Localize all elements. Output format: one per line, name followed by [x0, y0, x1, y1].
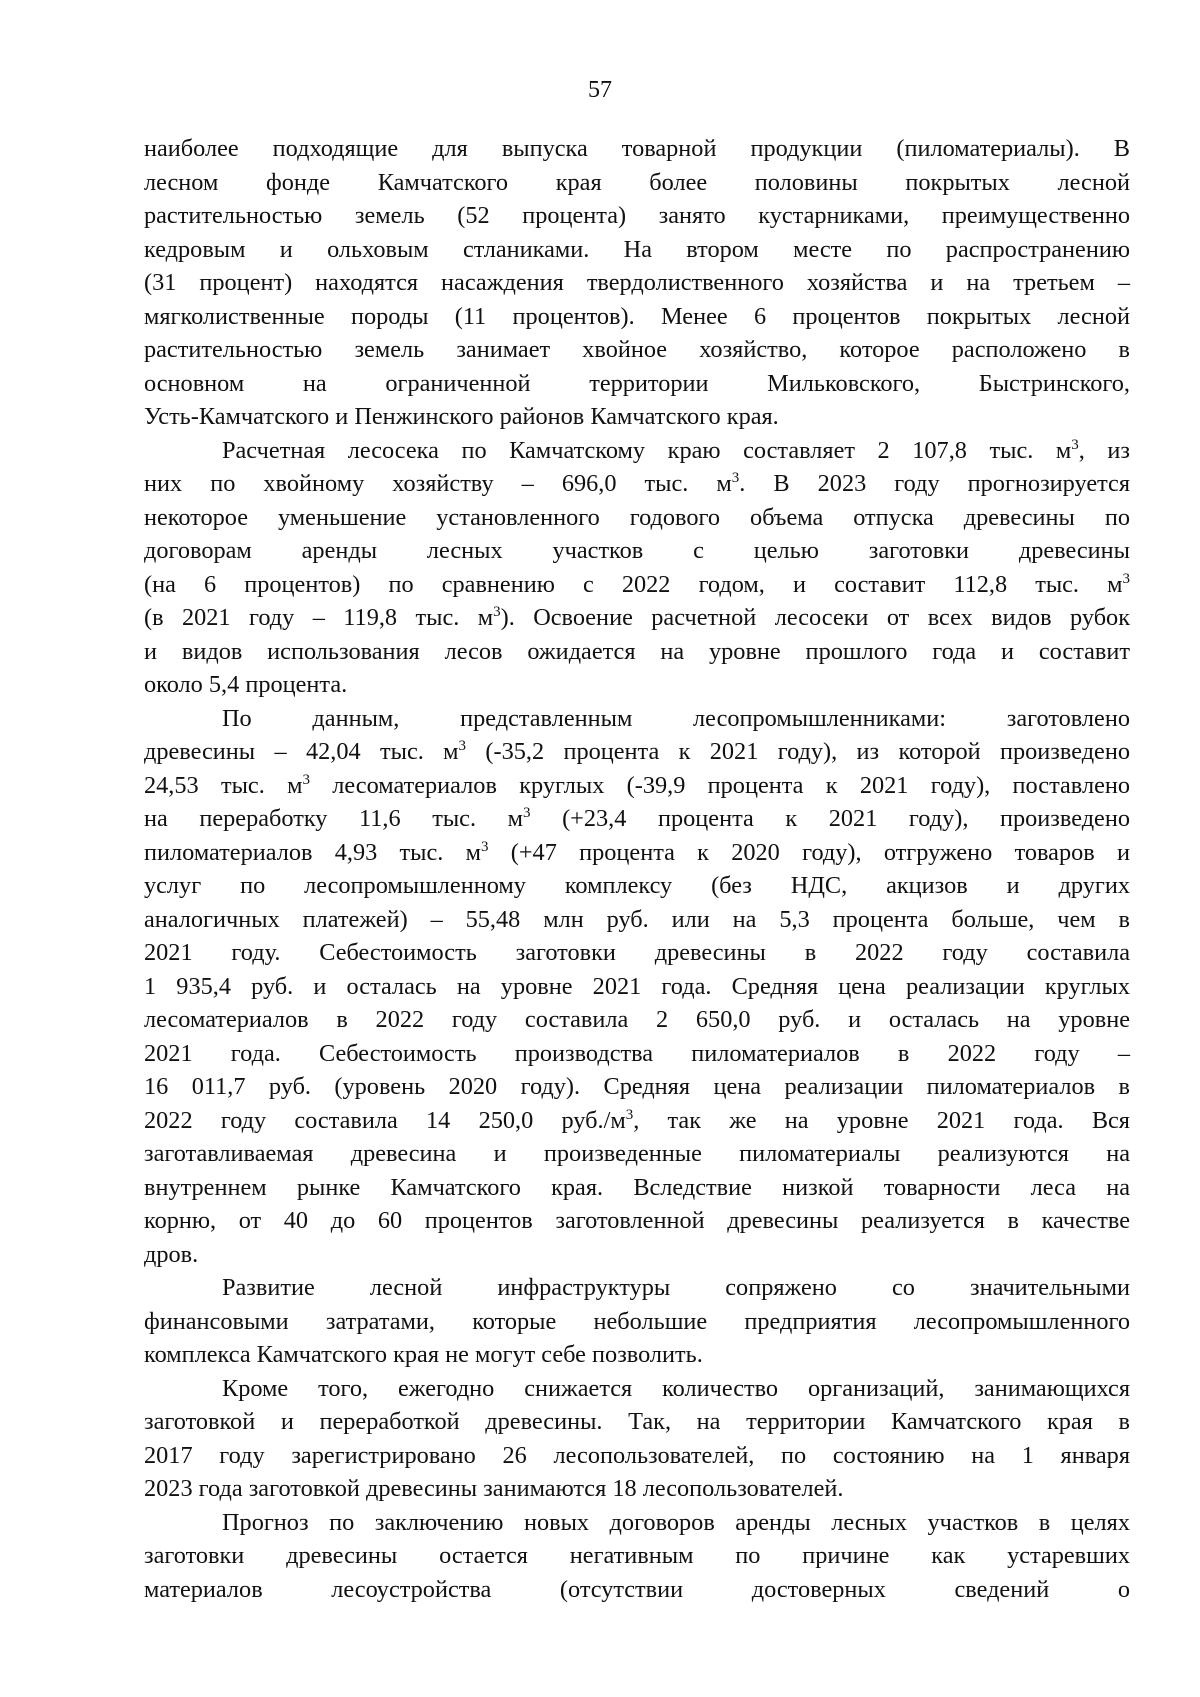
text-line: пиломатериалов 4,93 тыс. $м^3$ (+47 процента к 2020 году), отгружено товаров и — [144, 838, 1130, 866]
text-line: 24,53 тыс. $м^3$ лесоматериалов круглых (-39,9 процента к 2021 году), поставлено — [144, 771, 1131, 799]
body-text — [144, 132, 1130, 1606]
text-line: Усть-Камчатского и Пенжинского районов Камчатского края. — [144, 403, 779, 430]
superscript: 3 — [302, 771, 310, 788]
text-line: около 5,4 процента. — [144, 671, 348, 698]
superscript: 3 — [1122, 570, 1130, 587]
text-line: лесном фонде Камчатского края более половины покрытых лесной — [144, 168, 1130, 196]
text-line: внутреннем рынке Камчатского края. Вследствие низкой товарности леса на — [144, 1173, 1130, 1201]
text-line: древесины – 42,04 тыс. $м^3$ (-35,2 процента к 2021 году), из которой произведено — [144, 738, 1130, 765]
text-line: корню, от 40 до 60 процентов заготовленной древесины реализуется в качестве — [144, 1207, 1130, 1234]
page-number: 57 — [588, 77, 612, 103]
text-line: договорам аренды лесных участков с целью заготовки древесины — [144, 537, 1130, 564]
text-line: них по хвойному хозяйству – 696,0 тыс. $м^3$. В 2023 году прогнозируется — [144, 470, 1130, 497]
superscript: 3 — [493, 604, 501, 620]
text-line: (в 2021 году – 119,8 тыс. $м^3$). Освоение расчетной лесосеки от всех видов рубок — [144, 604, 1131, 631]
text-line: мягколиственные породы (11 процентов). Менее 6 процентов покрытых лесной — [144, 302, 1130, 330]
text-line: 16 011,7 руб. (уровень 2020 году). Средняя цена реализации пиломатериалов в — [144, 1073, 1130, 1100]
text-line: наиболее подходящие для выпуска товарной продукции (пиломатериалы). В — [144, 135, 1130, 162]
text-line: кедровым и ольховым стланиками. На втором месте по распространению — [144, 235, 1130, 263]
text-line: материалов лесоустройства (отсутствии достоверных сведений о — [144, 1575, 1130, 1603]
text-line: 1 935,4 руб. и осталась на уровне 2021 года. Средняя цена реализации круглых — [144, 972, 1130, 1000]
text-line: и видов использования лесов ожидается на уровне прошлого года и составит — [144, 637, 1130, 665]
text-line: комплекса Камчатского края не могут себе позволить. — [144, 1341, 703, 1368]
text-line: 2023 года заготовкой древесины занимаются 18 лесопользователей. — [144, 1475, 844, 1502]
text-line: заготовкой и переработкой древесины. Так, на территории Камчатского края в — [144, 1408, 1130, 1435]
superscript: 3 — [1071, 436, 1079, 453]
superscript: 3 — [523, 805, 531, 821]
superscript: 3 — [625, 1106, 634, 1123]
text-line: 2017 году зарегистрировано 26 лесопользователей, по состоянию на 1 января — [144, 1441, 1130, 1469]
text-line: некоторое уменьшение установленного годового объема отпуска древесины по — [144, 503, 1130, 531]
text-line: (31 процент) находятся насаждения твердолиственного хозяйства и на третьем – — [144, 269, 1130, 296]
text-line: заготавливаемая древесина и произведенные пиломатериалы реализуются на — [144, 1140, 1130, 1167]
text-line: Расчетная лесосека по Камчатскому краю составляет 2 107,8 тыс. $м^3$, из — [222, 436, 1130, 464]
superscript: 3 — [480, 838, 489, 855]
text-line: 2021 году. Себестоимость заготовки древесины в 2022 году составила — [144, 939, 1130, 966]
text-line: основном на ограниченной территории Мильковского, Быстринского, — [144, 369, 1130, 397]
text-line: 2021 года. Себестоимость производства пиломатериалов в 2022 году – — [144, 1039, 1130, 1067]
text-line: 2022 году составила 14 250,0 $руб./м^3$, так же на уровне 2021 года. Вся — [144, 1106, 1130, 1134]
text-line: По данным, представленным лесопромышленниками: заготовлено — [222, 704, 1130, 732]
text-line: растительностью земель (52 процента) занято кустарниками, преимущественно — [144, 202, 1130, 229]
text-line: дров. — [144, 1240, 199, 1268]
text-line: (на 6 процентов) по сравнению с 2022 годом, и составит 112,8 тыс. $м^3$ — [144, 570, 1130, 598]
text-line: финансовыми затратами, которые небольшие предприятия лесопромышленного — [144, 1307, 1130, 1335]
text-line: заготовки древесины остается негативным по причине как устаревших — [144, 1542, 1130, 1569]
text-line: Прогноз по заключению новых договоров аренды лесных участков в целях — [222, 1508, 1130, 1536]
text-line: услуг по лесопромышленному комплексу (без НДС, акцизов и других — [144, 872, 1130, 899]
text-line: растительностью земель занимает хвойное хозяйство, которое расположено в — [144, 336, 1130, 363]
text-line: Кроме того, ежегодно снижается количество организаций, занимающихся — [222, 1374, 1130, 1402]
text-line: лесоматериалов в 2022 году составила 2 650,0 руб. и осталась на уровне — [144, 1006, 1130, 1033]
superscript: 3 — [458, 738, 467, 754]
text-line: на переработку 11,6 тыс. $м^3$ (+23,4 процента к 2021 году), произведено — [144, 805, 1130, 832]
text-line: аналогичных платежей) – 55,48 млн руб. или на 5,3 процента больше, чем в — [144, 905, 1130, 933]
superscript: 3 — [731, 470, 740, 486]
text-line: Развитие лесной инфраструктуры сопряжено со значительными — [222, 1274, 1130, 1301]
